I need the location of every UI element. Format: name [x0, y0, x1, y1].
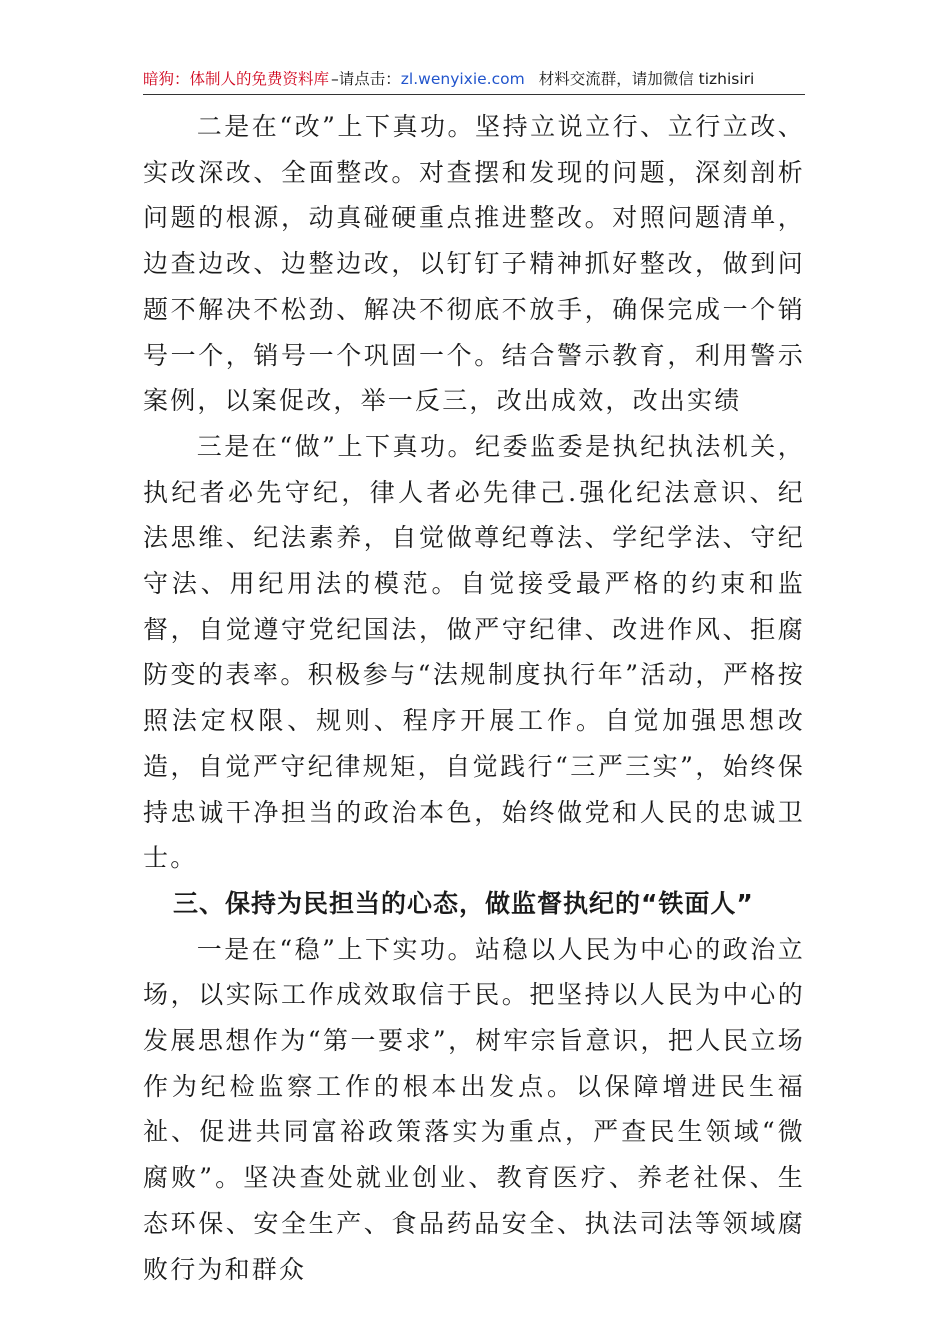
page-header-banner: [143, 64, 805, 95]
header-wechat-group-text: 材料交流群，请加微信 tizhisiri: [538, 70, 755, 88]
header-prompt-text: –请点击：: [331, 70, 401, 88]
paragraph-practice: 三是在“做”上下真功。纪委监委是执纪执法机关，执纪者必先守纪，律人者必先律己.强化纪法意识、纪法思维、纪法素养，自觉做尊纪尊法、学纪学法、守纪守法、用纪用法的模范。自觉接受最严格的约束和监督，自觉遵守党纪国法，做严守纪律、改进作风、拒腐防变的表率。积极参与“法规制度执行年”活动，严格按照法定权限、规则、程序开展工作。自觉加强思想改造，自觉严守纪律规矩，自觉践行“三严三实”，始终保持忠诚干净担当的政治本色，始终做党和人民的忠诚卫士。: [143, 431, 805, 873]
paragraph-reform: 二是在“改”上下真功。坚持立说立行、立行立改、实改深改、全面整改。对查摆和发现的问题，深刻剖析问题的根源，动真碰硬重点推进整改。对照问题清单，边查边改、边整边改，以钉钉子精神抓好整改，做到问题不解决不松劲、解决不彻底不放手，确保完成一个销号一个，销号一个巩固一个。结合警示教育，利用警示案例，以案促改，举一反三，改出成效，改出实绩: [143, 112, 805, 416]
header-site-link[interactable]: zl.wenyixie.com: [400, 70, 525, 88]
header-brand-text: 暗狗：体制人的免费资料库: [143, 70, 330, 88]
paragraph-stability: 一是在“稳”上下实功。站稳以人民为中心的政治立场，以实际工作成效取信于民。把坚持以人民为中心的发展思想作为“第一要求”，树牢宗旨意识，把人民立场作为纪检监察工作的根本出发点。以保障增进民生福祉、促进共同富裕政策落实为重点，严查民生领域“微腐败”。坚决查处就业创业、教育医疗、养老社保、生态环保、安全生产、食品药品安全、执法司法等领域腐败行为和群众: [143, 934, 805, 1284]
section-heading: 三、保持为民担当的心态，做监督执纪的“铁面人”: [173, 888, 754, 918]
document-body: [143, 104, 805, 1292]
